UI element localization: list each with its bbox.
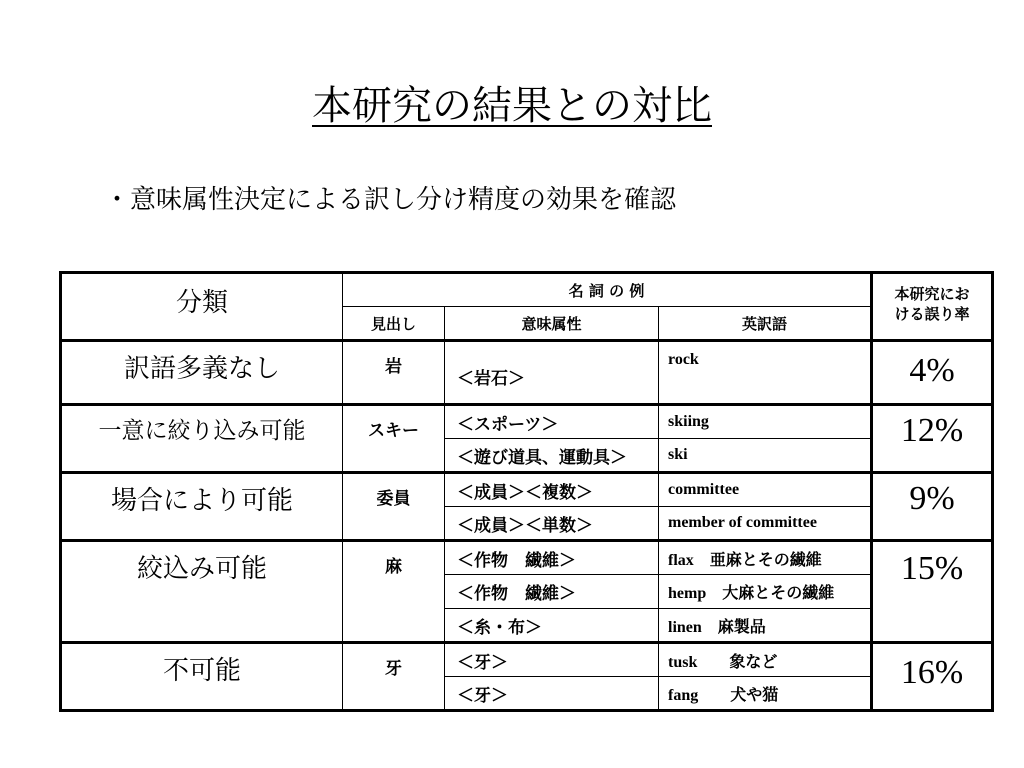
english-cell: skiing: [659, 405, 872, 439]
table-row: [61, 541, 993, 575]
english-cell: fang 犬や猫: [659, 677, 872, 711]
header-category: 分類: [61, 273, 343, 341]
english-cell: hemp 大麻とその繊維: [659, 575, 872, 609]
table-row: [61, 341, 993, 405]
category-cell: 一意に絞り込み可能: [61, 405, 343, 473]
headword-cell: スキー: [343, 405, 445, 473]
header-error-rate-line2: ける誤り率: [894, 305, 970, 323]
english-cell: rock: [659, 341, 872, 405]
sense-cell: ＜作物 繊維＞: [445, 541, 659, 575]
header-semantic-attr: 意味属性: [445, 307, 659, 341]
error-rate-cell: 12%: [872, 405, 993, 473]
table-row: [61, 473, 993, 507]
english-cell: ski: [659, 439, 872, 473]
comparison-table: [59, 271, 994, 712]
sense-cell: ＜糸・布＞: [445, 609, 659, 643]
category-cell: 訳語多義なし: [61, 341, 343, 405]
english-cell: tusk 象など: [659, 643, 872, 677]
sense-cell: ＜牙＞: [445, 677, 659, 711]
sense-cell: ＜牙＞: [445, 643, 659, 677]
sense-cell: ＜スポーツ＞: [445, 405, 659, 439]
table-row: [61, 643, 993, 677]
error-rate-cell: 15%: [872, 541, 993, 643]
headword-cell: 岩: [343, 341, 445, 405]
english-cell: linen 麻製品: [659, 609, 872, 643]
category-cell: 絞込み可能: [61, 541, 343, 643]
header-headword: 見出し: [343, 307, 445, 341]
error-rate-cell: 16%: [872, 643, 993, 711]
category-cell: 不可能: [61, 643, 343, 711]
page-title-text: 本研究の結果との対比: [312, 83, 712, 129]
error-rate-cell: 4%: [872, 341, 993, 405]
bullet-point: ・意味属性決定による訳し分け精度の効果を確認: [104, 185, 677, 215]
sense-cell: ＜成員＞＜複数＞: [445, 473, 659, 507]
english-cell: flax 亜麻とその繊維: [659, 541, 872, 575]
page-title: [0, 82, 1024, 130]
error-rate-cell: 9%: [872, 473, 993, 541]
header-error-rate: [872, 273, 993, 341]
table-row: [61, 405, 993, 439]
english-cell: committee: [659, 473, 872, 507]
headword-cell: 麻: [343, 541, 445, 643]
sense-cell: ＜成員＞＜単数＞: [445, 507, 659, 541]
sense-cell: ＜遊び道具、運動具＞: [445, 439, 659, 473]
sense-cell: ＜作物 繊維＞: [445, 575, 659, 609]
header-error-rate-line1: 本研究にお: [894, 285, 970, 303]
english-cell: member of committee: [659, 507, 872, 541]
sense-cell: ＜岩石＞: [445, 341, 659, 405]
headword-cell: 牙: [343, 643, 445, 711]
header-example-group: 名 詞 の 例: [343, 273, 872, 307]
category-cell: 場合により可能: [61, 473, 343, 541]
header-english: 英訳語: [659, 307, 872, 341]
headword-cell: 委員: [343, 473, 445, 541]
